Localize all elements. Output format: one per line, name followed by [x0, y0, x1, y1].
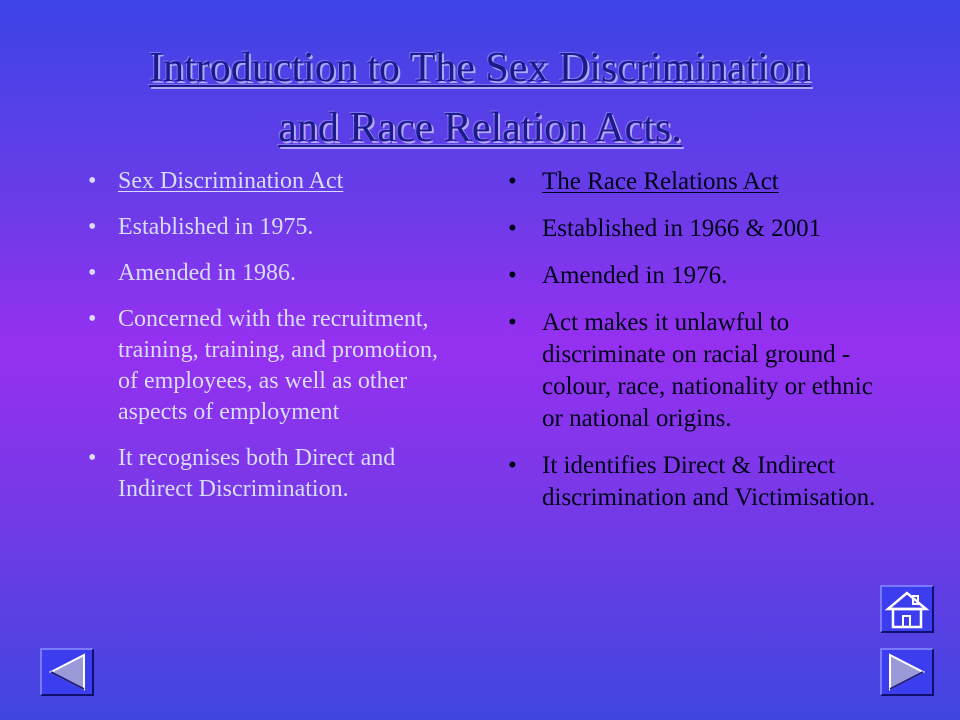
- right-triangle-icon: [882, 650, 932, 694]
- list-item: • It identifies Direct & Indirect discrimination and Victimisation.: [508, 450, 878, 514]
- left-triangle-icon: [42, 650, 92, 694]
- list-item: [88, 166, 448, 197]
- list-item: • Act makes it unlawful to discriminate on racial ground - colour, race, nationality or ethnic or national origins.: [508, 307, 878, 435]
- sex-discrimination-list: [88, 166, 448, 520]
- list-item: • Amended in 1976.: [508, 260, 878, 292]
- list-heading: Sex Discrimination Act: [118, 168, 344, 194]
- list-item: • Established in 1966 & 2001: [508, 213, 878, 245]
- home-icon: [882, 587, 932, 631]
- next-slide-button[interactable]: [880, 648, 934, 696]
- home-button[interactable]: [880, 585, 934, 633]
- slide-title: [60, 38, 900, 158]
- list-item: • Established in 1975.: [88, 212, 448, 243]
- list-item: [508, 166, 878, 198]
- list-heading: The Race Relations Act: [542, 168, 779, 195]
- list-item: • It recognises both Direct and Indirect Discrimination.: [88, 443, 448, 505]
- list-item: • Amended in 1986.: [88, 258, 448, 289]
- list-item: • Concerned with the recruitment, training, training, and promotion, of employees, as well as other aspects of employment: [88, 304, 448, 428]
- race-relations-list: [508, 166, 878, 529]
- previous-slide-button[interactable]: [40, 648, 94, 696]
- slide-title-line-2: and Race Relation Acts.: [278, 105, 682, 151]
- slide-title-line-1: Introduction to The Sex Discrimination: [149, 45, 811, 91]
